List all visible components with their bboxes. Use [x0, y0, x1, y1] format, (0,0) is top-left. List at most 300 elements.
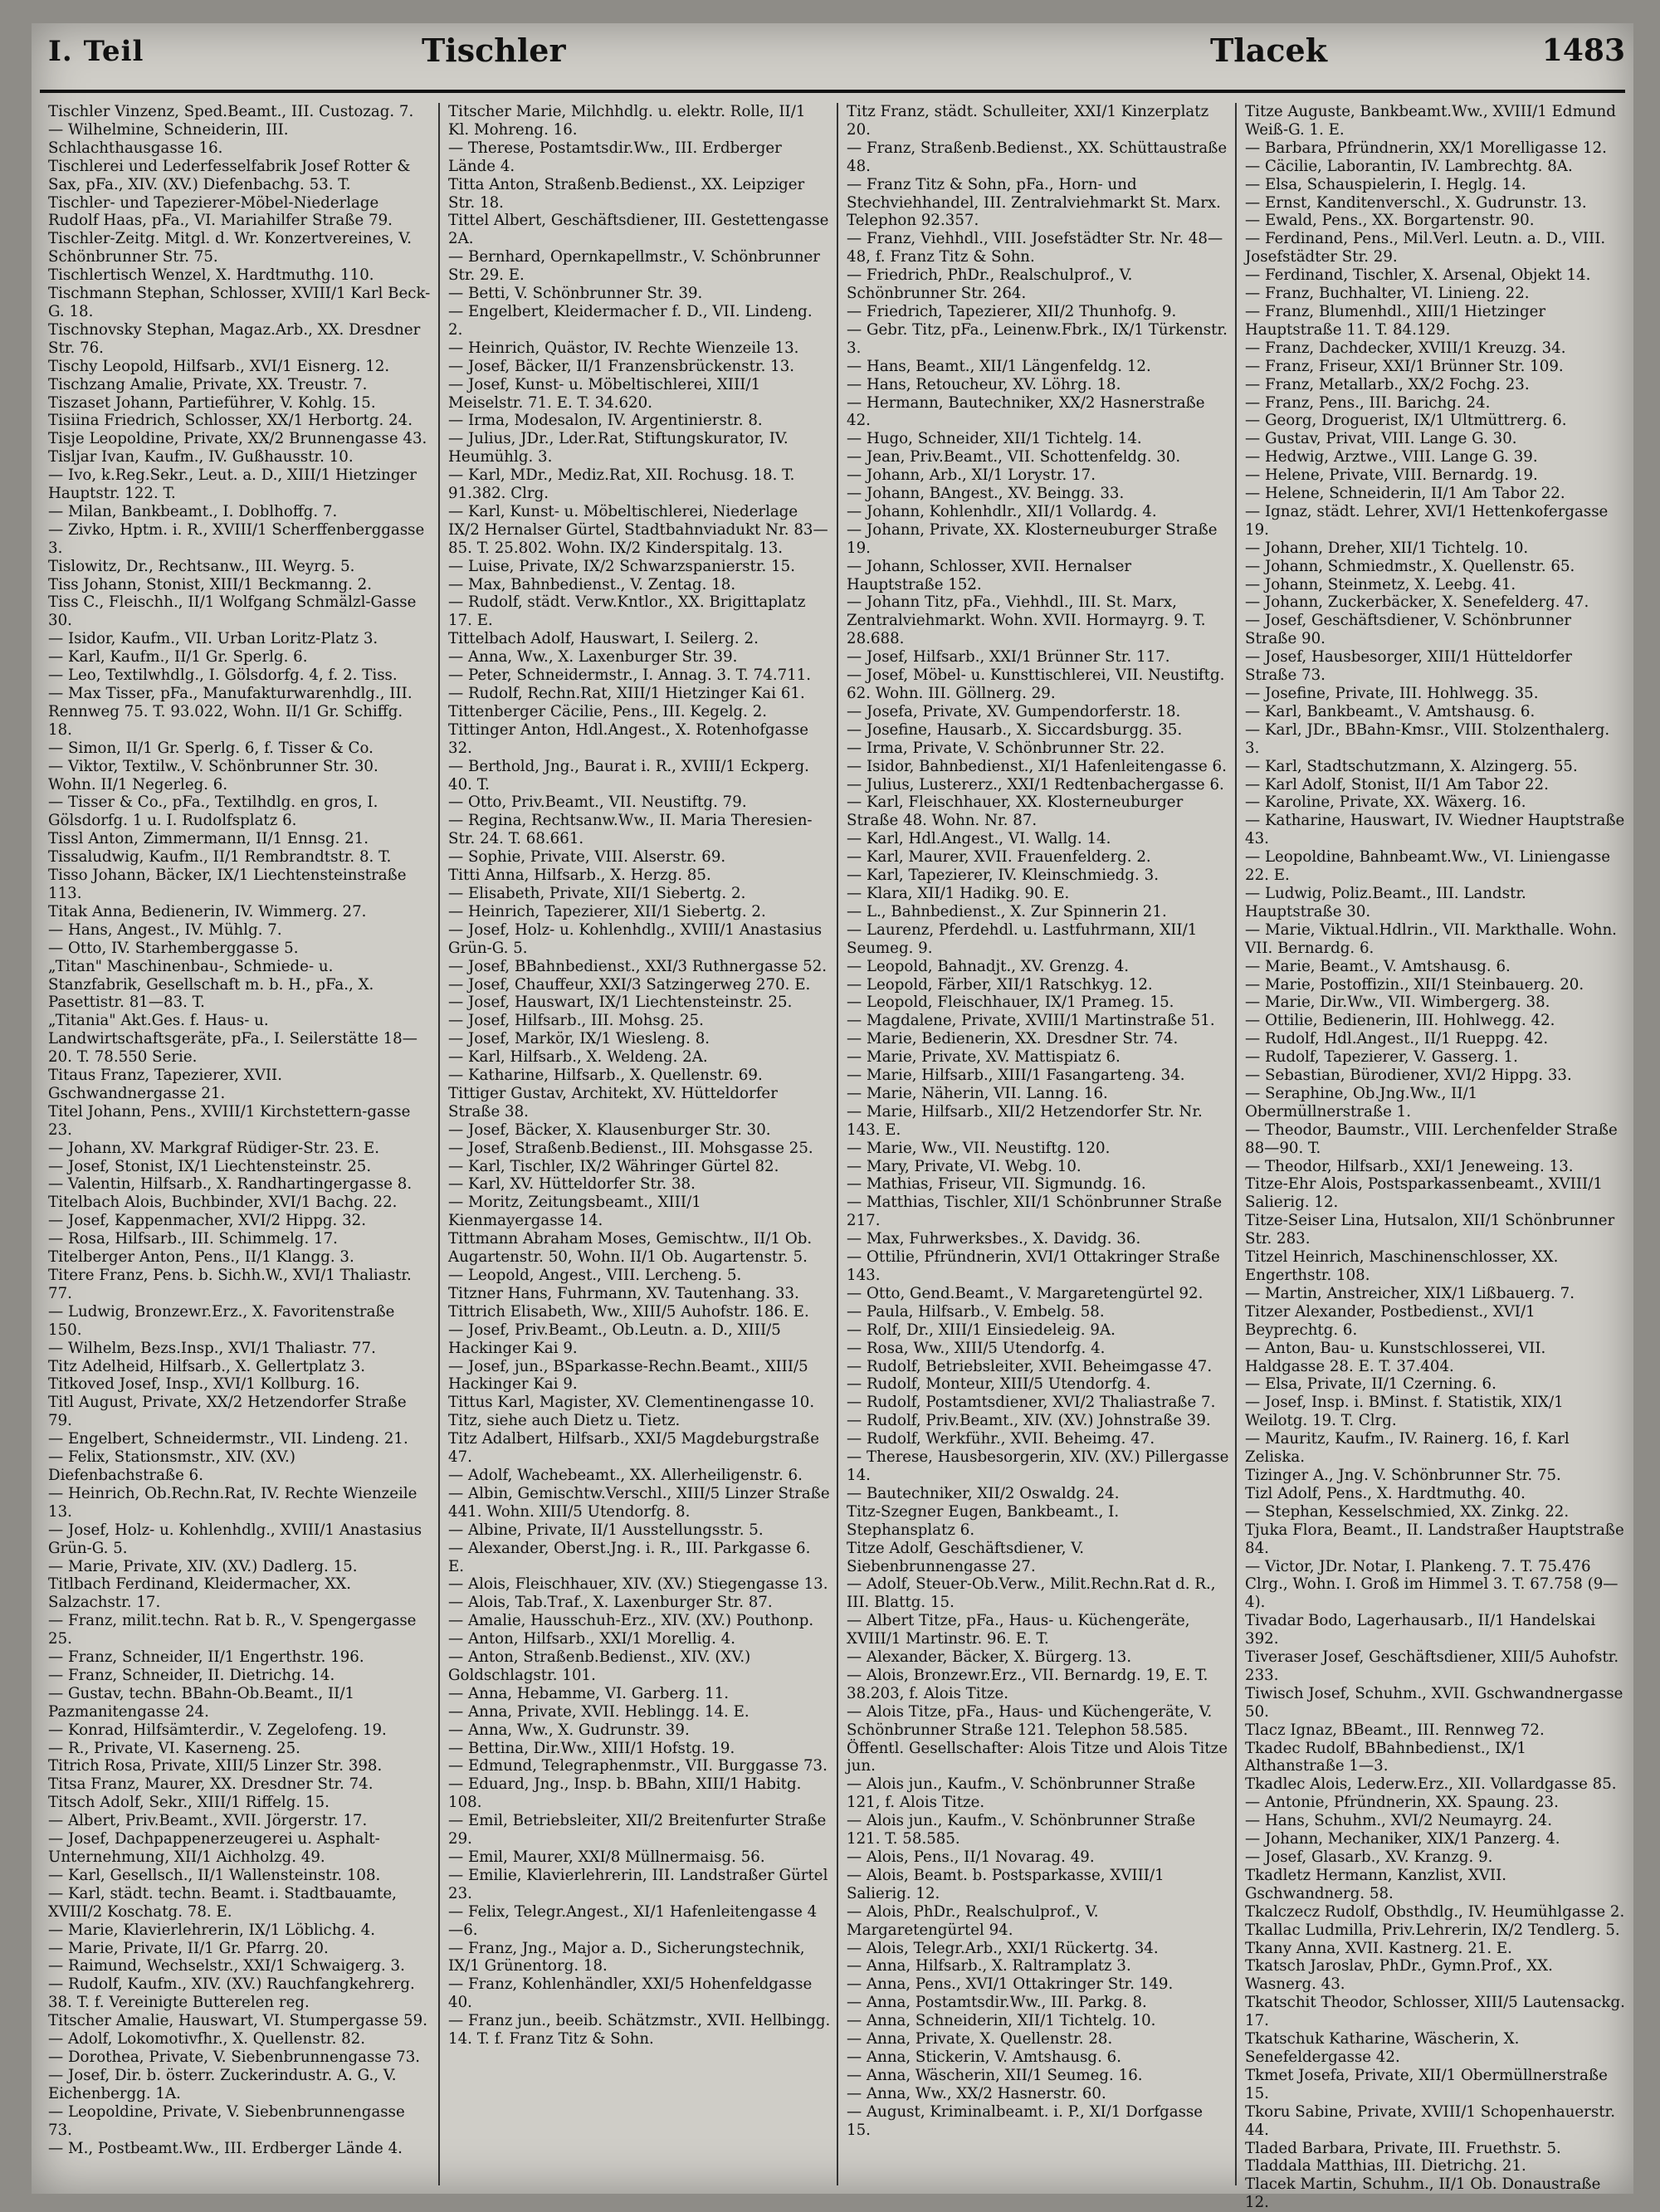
directory-entry: — Rudolf, Werkführ., XVII. Beheimg. 47. — [847, 1430, 1155, 1448]
directory-entry: — Ferdinand, Tischler, X. Arsenal, Objekt 14. — [1245, 266, 1591, 285]
directory-entry: — Amalie, Hausschuh-Erz., XIV. (XV.) Pouthonp. — [448, 1612, 814, 1630]
directory-entry: — Alois, Fleischhauer, XIV. (XV.) Stiegengasse 13. — [448, 1575, 828, 1594]
directory-entry: — Hugo, Schneider, XII/1 Tichtelg. 14. — [847, 430, 1142, 448]
directory-entry: Tkoru Sabine, Private, XVIII/1 Schopenhauerstr. 44. — [1245, 2102, 1615, 2139]
directory-entry: — Johann, Mechaniker, XIX/1 Panzerg. 4. — [1245, 1830, 1560, 1848]
directory-entry: — Isidor, Kaufm., VII. Urban Loritz-Platz 3. — [48, 630, 378, 648]
directory-entry: Titlbach Ferdinand, Kleidermacher, XX. Salzachstr. 17. — [48, 1575, 352, 1612]
directory-entry: — Victor, JDr. Notar, I. Plankeng. 7. T. 75.476 Clrg., Wohn. I. Groß im Himmel 3. T. 67.758 (9—4). — [1245, 1557, 1618, 1612]
directory-entry: Titta Anton, Straßenb.Bedienst., XX. Leipziger Str. 18. — [448, 175, 805, 212]
directory-entry: Titere Franz, Pens. b. Sichh.W., XVI/1 Thaliastr. 77. — [48, 1267, 412, 1302]
directory-entry: — Regina, Rechtsanw.Ww., II. Maria Theresien-Str. 24. T. 68.661. — [448, 812, 813, 848]
directory-entry: Tkatschit Theodor, Schlosser, XIII/5 Lautensackg. 17. — [1245, 1994, 1625, 2030]
directory-entry: — Therese, Hausbesorgerin, XIV. (XV.) Pillergasse 14. — [847, 1448, 1229, 1484]
directory-entry: — Antonie, Pfründnerin, XX. Spaung. 23. — [1245, 1794, 1559, 1812]
header-rule — [40, 90, 1625, 93]
directory-entry: — Katharine, Hilfsarb., X. Quellenstr. 69. — [448, 1067, 763, 1085]
directory-entry: — Milan, Bankbeamt., I. Doblhoffg. 7. — [48, 502, 338, 520]
directory-entry: Tittel Albert, Geschäftsdiener, III. Gestettengasse 2A. — [448, 212, 829, 248]
directory-entry: — Johann, Arb., XI/1 Lorystr. 17. — [847, 466, 1096, 485]
directory-entry: — Anna, Wäscherin, XII/1 Seumeg. 16. — [847, 2066, 1143, 2084]
directory-entry: — Johann, Dreher, XII/1 Tichtelg. 10. — [1245, 539, 1529, 557]
directory-entry: — Karoline, Private, XX. Wäxerg. 16. — [1245, 793, 1526, 812]
directory-entry: Tladed Barbara, Private, III. Fruethstr. 5. — [1245, 2139, 1561, 2157]
directory-entry: — Marie, Private, II/1 Gr. Pfarrg. 20. — [48, 1939, 329, 1957]
directory-entry: Titzel Heinrich, Maschinenschlosser, XX. Engerthstr. 108. — [1245, 1248, 1559, 1284]
directory-entry: — Luise, Private, IX/2 Schwarzspanierstr. 15. — [448, 557, 796, 575]
directory-entry: — Max, Bahnbedienst., V. Zentag. 18. — [448, 575, 736, 593]
directory-entry: — Hans, Schuhm., XVI/2 Neumayrg. 24. — [1245, 1812, 1552, 1830]
directory-entry: — Mauritz, Kaufm., IV. Rainerg. 16, f. Karl Zeliska. — [1245, 1430, 1570, 1467]
directory-entry: — Ferdinand, Pens., Mil.Verl. Leutn. a. D., VIII. Josefstädter Str. 29. — [1245, 230, 1606, 266]
column-4 — [1235, 103, 1631, 2212]
directory-entry: — Julius, Lustererz., XXI/1 Redtenbachergasse 6. — [847, 775, 1224, 793]
directory-entry: — Josef, Holz- u. Kohlenhdlg., XVIII/1 Anastasius Grün-G. 5. — [48, 1521, 422, 1557]
directory-entry: Titz Franz, städt. Schulleiter, XXI/1 Kinzerplatz 20. — [847, 103, 1209, 139]
directory-entry: — Mathias, Friseur, VII. Sigmundg. 16. — [847, 1175, 1146, 1194]
directory-entry: — Otto, IV. Starhemberggasse 5. — [48, 939, 299, 957]
directory-entry: — Otto, Priv.Beamt., VII. Neustiftg. 79. — [448, 793, 747, 812]
right-running-head: Tlacek — [1210, 32, 1327, 69]
directory-entry: — Alois, Tab.Traf., X. Laxenburger Str. 87. — [448, 1594, 773, 1612]
directory-entry: — Adolf, Lokomotivfhr., X. Quellenstr. 82. — [48, 2030, 366, 2048]
directory-entry: — Johann, Private, XX. Klosterneuburger Straße 19. — [847, 520, 1218, 557]
directory-entry: Titze-Seiser Lina, Hutsalon, XII/1 Schönbrunner Str. 283. — [1245, 1212, 1615, 1248]
directory-entry: — Isidor, Bahnbedienst., XI/1 Hafenleitengasse 6. — [847, 757, 1227, 775]
directory-entry: Tkatsch Jaroslav, PhDr., Gymn.Prof., XX. Wasnerg. 43. — [1245, 1957, 1553, 1994]
directory-entry: — Josef, Bäcker, X. Klausenburger Str. 30. — [448, 1121, 771, 1139]
directory-entry: — Josefine, Hausarb., X. Siccardsburgg. 35. — [847, 720, 1183, 739]
directory-entry: Tkadlec Alois, Lederw.Erz., XII. Vollardgasse 85. — [1245, 1775, 1617, 1794]
directory-entry: — Josef, Markör, IX/1 Wiesleng. 8. — [448, 1030, 710, 1048]
directory-entry: — Felix, Telegr.Angest., XI/1 Hafenleitengasse 4—6. — [448, 1902, 818, 1939]
directory-entry: — Marie, Klavierlehrerin, IX/1 Löblichg. 4. — [48, 1921, 375, 1939]
directory-entry: Tkany Anna, XVII. Kastnerg. 21. E. — [1245, 1939, 1512, 1957]
directory-entry: — Marie, Näherin, VII. Lanng. 16. — [847, 1084, 1108, 1102]
directory-entry: — Johann, Schmiedmstr., X. Quellenstr. 65. — [1245, 557, 1575, 575]
directory-entry: — Marie, Private, XIV. (XV.) Dadlerg. 15. — [48, 1557, 358, 1575]
directory-entry: — Ignaz, städt. Lehrer, XVI/1 Hettenkofergasse 19. — [1245, 502, 1609, 539]
directory-entry: — Rudolf, Priv.Beamt., XIV. (XV.) Johnstraße 39. — [847, 1412, 1211, 1430]
directory-entry: — Karl, Fleischhauer, XX. Klosterneuburger Straße 48. Wohn. Nr. 87. — [847, 793, 1184, 830]
directory-entry: Tiwisch Josef, Schuhm., XVII. Gschwandnergasse 50. — [1245, 1684, 1623, 1721]
directory-entry: Tjuka Flora, Beamt., II. Landstraßer Hauptstraße 84. — [1245, 1521, 1624, 1557]
directory-entry: — Karl, MDr., Mediz.Rat, XII. Rochusg. 18. T. 91.382. Clrg. — [448, 466, 795, 503]
directory-entry: — Anna, Schneiderin, XII/1 Tichtelg. 10. — [847, 2012, 1156, 2030]
directory-entry: — Johann, Zuckerbäcker, X. Senefelderg. 47. — [1245, 593, 1589, 612]
directory-entry: — R., Private, VI. Kaserneng. 25. — [48, 1739, 300, 1757]
directory-entry: — Albert Titze, pFa., Haus- u. Küchengeräte, XVIII/1 Martinstr. 96. E. T. — [847, 1612, 1190, 1648]
directory-entry: Tkadletz Hermann, Kanzlist, XVII. Gschwandnerg. 58. — [1245, 1866, 1507, 1902]
directory-entry: — Alois, Bronzewr.Erz., VII. Bernardg. 19, E. T. 38.203, f. Alois Titze. — [847, 1666, 1208, 1702]
directory-entry: — Adolf, Wachebeamt., XX. Allerheiligenstr. 6. — [448, 1466, 803, 1484]
directory-entry: — Marie, Dir.Ww., VII. Wimbergerg. 38. — [1245, 994, 1550, 1012]
directory-entry: Titkoved Josef, Insp., XVI/1 Kollburg. 16. — [48, 1375, 360, 1394]
directory-entry: Tizl Adolf, Pens., X. Hardtmuthg. 40. — [1245, 1484, 1526, 1502]
directory-entry: — Leopoldine, Private, V. Siebenbrunnengasse 73. — [48, 2102, 405, 2139]
directory-entry: Tiszaset Johann, Partieführer, V. Kohlg. 15. — [48, 393, 376, 412]
directory-entry: Tischler- und Tapezierer-Möbel-Niederlage Rudolf Haas, pFa., VI. Mariahilfer Straße 79. — [48, 193, 393, 230]
directory-entry: Titscher Marie, Milchhdlg. u. elektr. Rolle, II/1 Kl. Mohreng. 16. — [448, 103, 806, 139]
directory-entry: Tlacz Ignaz, BBeamt., III. Rennweg 72. — [1245, 1721, 1545, 1739]
directory-entry: — Leopoldine, Bahnbeamt.Ww., VI. Liniengasse 22. E. — [1245, 848, 1611, 885]
directory-entry: — Peter, Schneidermstr., I. Annag. 3. T. 74.711. — [448, 667, 812, 685]
directory-entry: — Alois, Telegr.Arb., XXI/1 Rückertg. 34. — [847, 1939, 1159, 1957]
directory-entry: — Mary, Private, VI. Webg. 10. — [847, 1157, 1081, 1175]
directory-entry: — Alexander, Oberst.Jng. i. R., III. Parkgasse 6. E. — [448, 1539, 811, 1575]
directory-entry: — Irma, Private, V. Schönbrunner Str. 22. — [847, 739, 1165, 757]
directory-entry: Tittrich Elisabeth, Ww., XIII/5 Auhofstr. 186. E. — [448, 1302, 809, 1321]
directory-entry: Tischnovsky Stephan, Magaz.Arb., XX. Dresdner Str. 76. — [48, 320, 421, 357]
directory-entry: — Elsa, Schauspielerin, I. Heglg. 14. — [1245, 175, 1526, 193]
directory-entry: — Rudolf, Tapezierer, V. Gasserg. 1. — [1245, 1048, 1518, 1067]
directory-entry: Tkmet Josefa, Private, XII/1 Obermüllnerstraße 15. — [1245, 2066, 1608, 2102]
directory-entry: — Johann, BAngest., XV. Beingg. 33. — [847, 485, 1125, 503]
directory-entry: — Hans, Beamt., XII/1 Längenfeldg. 12. — [847, 357, 1151, 375]
directory-entry: — Matthias, Tischler, XII/1 Schönbrunner Straße 217. — [847, 1194, 1223, 1230]
directory-entry: — Anton, Bau- u. Kunstschlosserei, VII. Haldgasse 28. E. T. 37.404. — [1245, 1339, 1546, 1375]
directory-entry: — Georg, Droguerist, IX/1 Ultmüttrerg. 6. — [1245, 412, 1567, 430]
directory-entry: — Engelbert, Kleidermacher f. D., VII. Lindeng. 2. — [448, 302, 813, 339]
directory-entry: Tischler-Zeitg. Mitgl. d. Wr. Konzertvereines, V. Schönbrunner Str. 75. — [48, 230, 412, 266]
directory-entry: — Hermann, Bautechniker, XX/2 Hasnerstraße 42. — [847, 393, 1205, 430]
directory-entry: — Elsa, Private, II/1 Czerning. 6. — [1245, 1375, 1496, 1394]
directory-entry: — Karl, Bankbeamt., V. Amtshausg. 6. — [1245, 702, 1536, 720]
directory-entry: — Eduard, Jng., Insp. b. BBahn, XIII/1 Habitg. 108. — [448, 1775, 802, 1812]
directory-entry: — Anton, Hilfsarb., XXI/1 Morellig. 4. — [448, 1630, 736, 1648]
directory-entry: Tizinger A., Jng. V. Schönbrunner Str. 75. — [1245, 1466, 1561, 1484]
directory-entry: — Franz, Straßenb.Bedienst., XX. Schüttaustraße 48. — [847, 139, 1228, 175]
directory-entry: — Rudolf, Betriebsleiter, XVII. Beheimgasse 47. — [847, 1357, 1213, 1375]
directory-entry: — Seraphine, Ob.Jng.Ww., II/1 Obermüllnerstraße 1. — [1245, 1084, 1478, 1121]
directory-entry: — Marie, Beamt., V. Amtshausg. 6. — [1245, 957, 1511, 975]
directory-entry: — Julius, JDr., Lder.Rat, Stiftungskurator, IV. Heumühlg. 3. — [448, 430, 788, 466]
directory-entry: Tiveraser Josef, Geschäftsdiener, XIII/5 Auhofstr. 233. — [1245, 1648, 1619, 1684]
directory-entry: — Josefine, Private, III. Hohlwegg. 35. — [1245, 685, 1539, 702]
directory-entry: — Franz, Schneider, II/1 Engerthstr. 196. — [48, 1648, 364, 1667]
directory-entry: Titak Anna, Bedienerin, IV. Wimmerg. 27. — [48, 902, 367, 920]
directory-entry: Titaus Franz, Tapezierer, XVII. Gschwandnergasse 21. — [48, 1067, 283, 1102]
directory-entry: — Hans, Angest., IV. Mühlg. 7. — [48, 920, 282, 939]
directory-entry: — Helene, Private, VIII. Bernardg. 19. — [1245, 466, 1538, 485]
directory-entry: — Rudolf, Hdl.Angest., II/1 Rueppg. 42. — [1245, 1030, 1549, 1048]
directory-entry: — Rudolf, Rechn.Rat, XIII/1 Hietzinger Kai 61. — [448, 685, 805, 702]
directory-entry: — Karl, XV. Hütteldorfer Str. 38. — [448, 1175, 696, 1194]
directory-entry: — Max Tisser, pFa., Manufakturwarenhdlg., III. Rennweg 75. T. 93.022, Wohn. II/1 Gr. Schiffg. 18. — [48, 685, 413, 739]
directory-entry: — Klara, XII/1 Hadikg. 90. E. — [847, 884, 1070, 902]
directory-entry: — Simon, II/1 Gr. Sperlg. 6, f. Tisser & Co. — [48, 739, 374, 757]
directory-entry: — Alois jun., Kaufm., V. Schönbrunner Straße 121, f. Alois Titze. — [847, 1775, 1196, 1812]
directory-entry: — Anna, Hilfsarb., X. Raltramplatz 3. — [847, 1957, 1131, 1975]
page-number: 1483 — [1541, 33, 1625, 68]
directory-entry: — Johann, Schlosser, XVII. Hernalser Hauptstraße 152. — [847, 557, 1132, 593]
directory-entry: Titel Johann, Pens., XVIII/1 Kirchstettern-gasse 23. — [48, 1102, 411, 1139]
directory-entry: — Tisser & Co., pFa., Textilhdlg. en gros, I. Gölsdorfg. 1 u. I. Rudolfsplatz 6. — [48, 793, 378, 830]
directory-entry: Tisso Johann, Bäcker, IX/1 Liechtensteinstraße 113. — [48, 867, 407, 902]
directory-entry: — Zivko, Hptm. i. R., XVIII/1 Scherffenberggasse 3. — [48, 520, 425, 557]
directory-entry: — Anna, Ww., X. Laxenburger Str. 39. — [448, 648, 738, 667]
directory-entry: Titzner Hans, Fuhrmann, XV. Tautenhang. 33. — [448, 1284, 799, 1302]
directory-entry: — Karl, Maurer, XVII. Frauenfelderg. 2. — [847, 848, 1151, 867]
directory-entry: — Josef, Möbel- u. Kunsttischlerei, VII. Neustiftg. 62. Wohn. III. Göllnerg. 29. — [847, 667, 1225, 702]
directory-entry: — Karl, Tapezierer, IV. Kleinschmiedg. 3. — [847, 867, 1159, 885]
directory-entry: — Anna, Private, X. Quellenstr. 28. — [847, 2030, 1113, 2048]
directory-entry: — Barbara, Pfründnerin, XX/1 Morelligasse 12. — [1245, 139, 1607, 157]
directory-entry: Tkadec Rudolf, BBahnbedienst., IX/1 Althanstraße 1—3. — [1245, 1739, 1526, 1775]
directory-entry: — Felix, Stationsmstr., XIV. (XV.) Diefenbachstraße 6. — [48, 1448, 295, 1484]
directory-entry: — Gustav, Privat, VIII. Lange G. 30. — [1245, 430, 1517, 448]
directory-entry: — Josef, Hauswart, IX/1 Liechtensteinstr. 25. — [448, 994, 793, 1012]
directory-entry: Titze-Ehr Alois, Postsparkassenbeamt., XVIII/1 Salierig. 12. — [1245, 1175, 1603, 1212]
directory-entry: — Franz jun., beeib. Schätzmstr., XVII. Hellbingg. 14. T. f. Franz Titz & Sohn. — [448, 2012, 831, 2048]
directory-entry: — Emil, Maurer, XXI/8 Müllnermaisg. 56. — [448, 1848, 765, 1866]
directory-entry: — Ivo, k.Reg.Sekr., Leut. a. D., XIII/1 Hietzinger Hauptstr. 122. T. — [48, 466, 417, 503]
directory-entry: — Josef, Hilfsarb., III. Mohsg. 25. — [448, 1012, 704, 1030]
directory-entry: — Emil, Betriebsleiter, XII/2 Breitenfurter Straße 29. — [448, 1812, 827, 1848]
directory-entry: — Josef, Glasarb., XV. Kranzg. 9. — [1245, 1848, 1493, 1866]
directory-entry: — Josef, Stonist, IX/1 Liechtensteinstr. 25. — [48, 1157, 372, 1175]
directory-entry: — Hedwig, Arztwe., VIII. Lange G. 39. — [1245, 448, 1538, 466]
directory-entry: Titelberger Anton, Pens., II/1 Klangg. 3. — [48, 1248, 354, 1267]
directory-entry: — Franz, Buchhalter, VI. Linieng. 22. — [1245, 285, 1530, 303]
directory-entry: Titl August, Private, XX/2 Hetzendorfer Straße 79. — [48, 1394, 407, 1430]
directory-entry: Tkatschuk Katharine, Wäscherin, X. Senefeldergasse 42. — [1245, 2030, 1520, 2066]
directory-entry: — Friedrich, PhDr., Realschulprof., V. Schönbrunner Str. 264. — [847, 266, 1133, 303]
directory-entry: — Dorothea, Private, V. Siebenbrunnengasse 73. — [48, 2048, 421, 2066]
directory-entry: Tischler Vinzenz, Sped.Beamt., III. Custozag. 7. — [48, 103, 414, 120]
directory-entry: — Moritz, Zeitungsbeamt., XIII/1 Kienmayergasse 14. — [448, 1194, 701, 1230]
directory-entry: Titze Adolf, Geschäftsdiener, V. Siebenbrunnengasse 27. — [847, 1539, 1085, 1575]
directory-entry: — Franz, Schneider, II. Dietrichg. 14. — [48, 1666, 335, 1684]
directory-entry: Titsa Franz, Maurer, XX. Dresdner Str. 74. — [48, 1775, 374, 1794]
directory-entry: — Alois, Pens., II/1 Novarag. 49. — [847, 1848, 1095, 1866]
directory-entry: — Marie, Ww., VII. Neustiftg. 120. — [847, 1139, 1111, 1157]
directory-entry: — Emilie, Klavierlehrerin, III. Landstraßer Gürtel 23. — [448, 1866, 828, 1902]
directory-entry: — Rolf, Dr., XIII/1 Einsiedeleig. 9A. — [847, 1321, 1116, 1339]
directory-entry: — Theodor, Baumstr., VIII. Lerchenfelder Straße 88—90. T. — [1245, 1121, 1618, 1157]
directory-entry: — Franz, Dachdecker, XVIII/1 Kreuzg. 34. — [1245, 339, 1566, 357]
directory-entry: Tladdala Matthias, III. Dietrichg. 21. — [1245, 2157, 1526, 2175]
directory-page — [32, 23, 1633, 2212]
directory-entry: Titti Anna, Hilfsarb., X. Herzg. 85. — [448, 867, 711, 885]
directory-entry: — Konrad, Hilfsämterdir., V. Zegelofeng. 19. — [48, 1721, 387, 1739]
directory-entry: — Sophie, Private, VIII. Alserstr. 69. — [448, 848, 726, 867]
directory-entry: — Engelbert, Schneidermstr., VII. Lindeng. 21. — [48, 1430, 408, 1448]
directory-entry: — Bettina, Dir.Ww., XIII/1 Hofstg. 19. — [448, 1739, 735, 1757]
directory-entry: — Johann Titz, pFa., Viehhdl., III. St. Marx, Zentralviehmarkt. Wohn. XVII. Hormayrg. 9. T. 28.688. — [847, 593, 1206, 648]
directory-entry: — Karl, Tischler, IX/2 Währinger Gürtel 82. — [448, 1157, 779, 1175]
entry-columns — [40, 103, 1625, 2212]
directory-entry: Tisljar Ivan, Kaufm., IV. Gußhausstr. 10. — [48, 448, 354, 466]
directory-entry: Tkallac Ludmilla, Priv.Lehrerin, IX/2 Tendlerg. 5. — [1245, 1921, 1620, 1939]
directory-entry: — Viktor, Textilw., V. Schönbrunner Str. 30. Wohn. II/1 Negerleg. 6. — [48, 757, 378, 793]
directory-entry: — Karl, Gesellsch., II/1 Wallensteinstr. 108. — [48, 1866, 381, 1884]
directory-entry: Tittmann Abraham Moses, Gemischtw., II/1 Ob. Augartenstr. 50, Wohn. II/1 Ob. Augartenstr. 5. — [448, 1230, 813, 1267]
directory-entry: — Anna, Postamtsdir.Ww., III. Parkg. 8. — [847, 1994, 1147, 2012]
directory-entry: — Bernhard, Opernkapellmstr., V. Schönbrunner Str. 29. E. — [448, 248, 820, 285]
directory-entry: — Marie, Postoffizin., XII/1 Steinbauerg. 20. — [1245, 975, 1584, 994]
directory-entry: — Josef, Dachpappenerzeugerei u. Asphalt-Unternehmung, XII/1 Aichholzg. 49. — [48, 1830, 380, 1866]
directory-entry: — Cäcilie, Laborantin, IV. Lambrechtg. 8A. — [1245, 157, 1573, 175]
directory-entry: Tiss C., Fleischh., II/1 Wolfgang Schmälzl-Gasse 30. — [48, 593, 417, 630]
directory-entry: — Karl, Stadtschutzmann, X. Alzingerg. 55. — [1245, 757, 1578, 775]
directory-entry: Tiss Johann, Stonist, XIII/1 Beckmanng. 2. — [48, 575, 373, 593]
directory-entry: — Therese, Postamtsdir.Ww., III. Erdberger Lände 4. — [448, 139, 782, 175]
directory-entry: — Albin, Gemischtw.Verschl., XIII/5 Linzer Straße 441. Wohn. XIII/5 Utendorfg. 8. — [448, 1484, 830, 1521]
directory-entry: — Anna, Ww., XX/2 Hasnerstr. 60. — [847, 2084, 1106, 2102]
directory-entry: — Alois, Beamt. b. Postsparkasse, XVIII/1 Salierig. 12. — [847, 1866, 1164, 1902]
directory-entry: — Johann, XV. Markgraf Rüdiger-Str. 23. E. — [48, 1139, 379, 1157]
directory-entry: — Martin, Anstreicher, XIX/1 Lißbauerg. 7. — [1245, 1284, 1575, 1302]
directory-entry: — Franz, milit.techn. Rat b. R., V. Spengergasse 25. — [48, 1612, 417, 1648]
directory-entry: — Karl, JDr., BBahn-Kmsr., VIII. Stolzenthalerg. 3. — [1245, 720, 1610, 757]
directory-entry: — Ottilie, Pfründnerin, XVI/1 Ottakringer Straße 143. — [847, 1248, 1220, 1284]
directory-entry: — Betti, V. Schönbrunner Str. 39. — [448, 285, 703, 303]
directory-entry: — Franz, Pens., III. Barichg. 24. — [1245, 393, 1491, 412]
directory-entry: — Wilhelmine, Schneiderin, III. Schlachthausgasse 16. — [48, 120, 289, 157]
directory-entry: — Josef, Kunst- u. Möbeltischlerei, XIII/1 Meiselstr. 71. E. T. 34.620. — [448, 375, 761, 412]
directory-entry: Titz, siehe auch Dietz u. Tietz. — [448, 1412, 681, 1430]
directory-entry: — Rudolf, Postamtsdiener, XVI/2 Thaliastraße 7. — [847, 1394, 1216, 1412]
directory-entry: — Anna, Pens., XVI/1 Ottakringer Str. 149. — [847, 1975, 1174, 1994]
directory-entry: — Hans, Retoucheur, XV. Löhrg. 18. — [847, 375, 1121, 393]
directory-entry: Titzer Alexander, Postbedienst., XVI/1 Beyprechtg. 6. — [1245, 1302, 1536, 1339]
directory-entry: Titelbach Alois, Buchbinder, XVI/1 Bachg. 22. — [48, 1194, 398, 1212]
directory-entry: — Marie, Hilfsarb., XII/2 Hetzendorfer Str. Nr. 143. E. — [847, 1102, 1203, 1139]
directory-entry: Tischy Leopold, Hilfsarb., XVI/1 Eisnerg. 12. — [48, 357, 390, 375]
directory-entry: — Rudolf, städt. Verw.Kntlor., XX. Brigittaplatz 17. E. — [448, 593, 806, 630]
directory-entry: — Ludwig, Bronzewr.Erz., X. Favoritenstraße 150. — [48, 1302, 395, 1339]
directory-entry: Tisje Leopoldine, Private, XX/2 Brunnengasse 43. — [48, 430, 427, 448]
directory-entry: — Leopold, Angest., VIII. Lercheng. 5. — [448, 1267, 742, 1284]
directory-entry: — Anton, Straßenb.Bedienst., XIV. (XV.) Goldschlagstr. 101. — [448, 1648, 751, 1684]
directory-entry: — Josef, jun., BSparkasse-Rechn.Beamt., XIII/5 Hackinger Kai 9. — [448, 1357, 808, 1394]
directory-entry: — Albert, Priv.Beamt., XVII. Jörgerstr. 17. — [48, 1812, 368, 1830]
directory-entry: — Wilhelm, Bezs.Insp., XVI/1 Thaliastr. 77. — [48, 1339, 376, 1357]
directory-entry: — Heinrich, Tapezierer, XII/1 Siebertg. 2. — [448, 902, 766, 920]
directory-entry: — Franz, Viehhdl., VIII. Josefstädter Str. Nr. 48—48, f. Franz Titz & Sohn. — [847, 230, 1223, 266]
directory-entry: „Titan" Maschinenbau-, Schmiede- u. Stanzfabrik, Gesellschaft m. b. H., pFa., X. Pasettistr. 81—83. T. — [48, 957, 374, 1012]
directory-entry: — Josef, Geschäftsdiener, V. Schönbrunner Straße 90. — [1245, 612, 1572, 648]
directory-entry: — Magdalene, Private, XVIII/1 Martinstraße 51. — [847, 1012, 1215, 1030]
directory-entry: — Karl, Hdl.Angest., VI. Wallg. 14. — [847, 830, 1111, 848]
directory-entry: — Karl, städt. techn. Beamt. i. Stadtbauamte, XVIII/2 Koschatg. 78. E. — [48, 1884, 397, 1921]
directory-entry: — Marie, Private, XV. Mattispiatz 6. — [847, 1048, 1120, 1067]
directory-entry: — Josef, BBahnbedienst., XXI/3 Ruthnergasse 52. — [448, 957, 828, 975]
directory-entry: — Berthold, Jng., Baurat i. R., XVIII/1 Eckperg. 40. T. — [448, 757, 809, 793]
directory-entry: — Johann, Kohlenhdlr., XII/1 Vollardg. 4. — [847, 502, 1157, 520]
directory-entry: — Anna, Stickerin, V. Amtshausg. 6. — [847, 2048, 1121, 2066]
directory-entry: — Leopold, Färber, XII/1 Ratschkyg. 12. — [847, 975, 1153, 994]
directory-entry: — Franz, Kohlenhändler, XXI/5 Hohenfeldgasse 40. — [448, 1975, 813, 2012]
directory-entry: Tlacek Martin, Schuhm., II/1 Ob. Donaustraße 12. — [1245, 2175, 1601, 2212]
directory-entry: — Franz, Blumenhdl., XIII/1 Hietzinger Hauptstraße 11. T. 84.129. — [1245, 302, 1546, 339]
directory-entry: Tivadar Bodo, Lagerhausarb., II/1 Handelskai 392. — [1245, 1612, 1596, 1648]
directory-entry: — Ludwig, Poliz.Beamt., III. Landstr. Hauptstraße 30. — [1245, 884, 1526, 920]
directory-entry: — Ottilie, Bedienerin, III. Hohlwegg. 42. — [1245, 1012, 1555, 1030]
directory-entry: — Leopold, Bahnadjt., XV. Grenzg. 4. — [847, 957, 1130, 975]
directory-entry: Tislowitz, Dr., Rechtsanw., III. Weyrg. 5. — [48, 557, 355, 575]
directory-entry: Tischzang Amalie, Private, XX. Treustr. 7. — [48, 375, 368, 393]
directory-entry: — Josef, Straßenb.Bedienst., III. Mohsgasse 25. — [448, 1139, 813, 1157]
directory-entry: — Marie, Viktual.Hdlrin., VII. Markthalle. Wohn. VII. Bernardg. 6. — [1245, 920, 1617, 957]
directory-entry: — Heinrich, Ob.Rechn.Rat, IV. Rechte Wienzeile 13. — [48, 1484, 417, 1521]
directory-entry: — Stephan, Kesselschmied, XX. Zinkg. 22. — [1245, 1502, 1570, 1521]
directory-entry: — Anna, Private, XVII. Heblingg. 14. E. — [448, 1702, 749, 1721]
directory-entry: Tischlerei und Lederfesselfabrik Josef Rotter & Sax, pFa., XIV. (XV.) Diefenbachg. 53. T. — [48, 157, 411, 193]
directory-entry: — Alexander, Bäcker, X. Bürgerg. 13. — [847, 1648, 1132, 1667]
part-label: I. Teil — [48, 35, 144, 68]
directory-entry: Titscher Amalie, Hauswart, VI. Stumpergasse 59. — [48, 2012, 427, 2030]
directory-entry: — Laurenz, Pferdehdl. u. Lastfuhrmann, XII/1 Seumeg. 9. — [847, 920, 1198, 957]
column-3 — [837, 103, 1233, 2185]
directory-entry: — Alois jun., Kaufm., V. Schönbrunner Straße 121. T. 58.585. — [847, 1812, 1196, 1848]
directory-entry: — Helene, Schneiderin, II/1 Am Tabor 22. — [1245, 485, 1565, 503]
directory-entry: — Josef, Kappenmacher, XVI/2 Hippg. 32. — [48, 1212, 366, 1230]
directory-entry: — Anna, Hebamme, VI. Garberg. 11. — [448, 1684, 730, 1702]
directory-entry: — L., Bahnbedienst., X. Zur Spinnerin 21. — [847, 902, 1167, 920]
column-2 — [438, 103, 834, 2185]
directory-entry: — Irma, Modesalon, IV. Argentinierstr. 8. — [448, 412, 763, 430]
directory-entry: — Leo, Textilwhdlg., I. Gölsdorfg. 4, f. 2. Tiss. — [48, 667, 398, 685]
directory-entry: — Marie, Hilfsarb., XIII/1 Fasangarteng. 34. — [847, 1067, 1185, 1085]
directory-entry: — Gebr. Titz, pFa., Leinenw.Fbrk., IX/1 Türkenstr. 3. — [847, 320, 1228, 357]
left-running-head: Tischler — [422, 32, 566, 69]
page-header — [32, 23, 1633, 81]
directory-entry: — Edmund, Telegraphenmstr., VII. Burggasse 73. — [448, 1757, 828, 1775]
directory-entry: Tittelbach Adolf, Hauswart, I. Seilerg. 2. — [448, 630, 759, 648]
directory-entry: — Josefa, Private, XV. Gumpendorferstr. 18. — [847, 702, 1181, 720]
directory-entry: — Franz Titz & Sohn, pFa., Horn- und Stechviehhandel, III. Zentralviehmarkt St. Marx. Telephon 92.357. — [847, 175, 1221, 230]
column-1 — [40, 103, 434, 2185]
directory-entry: — Marie, Bedienerin, XX. Dresdner Str. 74. — [847, 1030, 1179, 1048]
directory-entry: — Franz, Metallarb., XX/2 Fochg. 23. — [1245, 375, 1530, 393]
directory-entry: — Karl, Kunst- u. Möbeltischlerei, Niederlage IX/2 Hernalser Gürtel, Stadtbahnviadukt Nr. 83—85. T. 25.802. Wohn. IX/2 Kinderspitalg. 13. — [448, 502, 828, 557]
directory-entry: — Theodor, Hilfsarb., XXI/1 Jeneweing. 13. — [1245, 1157, 1574, 1175]
directory-entry: Titz-Szegner Eugen, Bankbeamt., I. Stephansplatz 6. — [847, 1502, 1120, 1539]
directory-entry: — Katharine, Hauswart, IV. Wiedner Hauptstraße 43. — [1245, 812, 1625, 848]
directory-entry: Titz Adelheid, Hilfsarb., X. Gellertplatz 3. — [48, 1357, 366, 1375]
directory-entry: — Gustav, techn. BBahn-Ob.Beamt., II/1 Pazmanitengasse 24. — [48, 1684, 355, 1721]
directory-entry: — Elisabeth, Private, XII/1 Siebertg. 2. — [448, 884, 746, 902]
directory-entry: — Karl Adolf, Stonist, II/1 Am Tabor 22. — [1245, 775, 1549, 793]
directory-entry: Tischlertisch Wenzel, X. Hardtmuthg. 110. — [48, 266, 374, 285]
directory-entry: „Titania" Akt.Ges. f. Haus- u. Landwirtschaftsgeräte, pFa., I. Seilerstätte 18—20. T. 78.550 Serie. — [48, 1012, 417, 1067]
directory-entry: — Alois Titze, pFa., Haus- und Küchengeräte, V. Schönbrunner Straße 121. Telephon 58.585. Öffentl. Gesellschafter: Alois Titze und Alois Titze jun. — [847, 1702, 1228, 1775]
directory-entry: — Rudolf, Kaufm., XIV. (XV.) Rauchfangkehrerg. 38. T. f. Vereinigte Butterelen reg. — [48, 1975, 415, 2012]
directory-entry: Titrich Rosa, Private, XIII/5 Linzer Str. 398. — [48, 1757, 383, 1775]
directory-entry: Tittenberger Cäcilie, Pens., III. Kegelg. 2. — [448, 702, 768, 720]
directory-entry: — M., Postbeamt.Ww., III. Erdberger Lände 4. — [48, 2139, 403, 2157]
directory-entry: Tittus Karl, Magister, XV. Clementinengasse 10. — [448, 1394, 815, 1412]
directory-entry: — Josef, Hilfsarb., XXI/1 Brünner Str. 117. — [847, 648, 1170, 667]
directory-entry: — Josef, Priv.Beamt., Ob.Leutn. a. D., XIII/5 Hackinger Kai 9. — [448, 1321, 781, 1357]
directory-entry: — Heinrich, Quästor, IV. Rechte Wienzeile 13. — [448, 339, 799, 357]
directory-entry: — Raimund, Wechselstr., XXI/1 Schwaigerg. 3. — [48, 1957, 405, 1975]
directory-entry: Titz Adalbert, Hilfsarb., XXI/5 Magdeburgstraße 47. — [448, 1430, 819, 1467]
directory-entry: — Alois, PhDr., Realschulprof., V. Margaretengürtel 94. — [847, 1902, 1099, 1939]
directory-entry: Tissaludwig, Kaufm., II/1 Rembrandtstr. 8. T. — [48, 848, 392, 867]
directory-entry: — Franz, Jng., Major a. D., Sicherungstechnik, IX/1 Grünentorg. 18. — [448, 1939, 805, 1975]
directory-entry: — Josef, Chauffeur, XXI/3 Satzingerweg 270. E. — [448, 975, 811, 994]
directory-entry: — Max, Fuhrwerksbes., X. Davidg. 36. — [847, 1230, 1141, 1248]
directory-entry: — Valentin, Hilfsarb., X. Randhartingergasse 8. — [48, 1175, 413, 1194]
directory-entry: — Jean, Priv.Beamt., VII. Schottenfeldg. 30. — [847, 448, 1181, 466]
directory-entry: — Paula, Hilfsarb., V. Embelg. 58. — [847, 1302, 1105, 1321]
directory-entry: — Sebastian, Bürodiener, XVI/2 Hippg. 33. — [1245, 1067, 1572, 1085]
directory-entry: — August, Kriminalbeamt. i. P., XI/1 Dorfgasse 15. — [847, 2102, 1204, 2139]
directory-entry: — Rosa, Ww., XIII/5 Utendorfg. 4. — [847, 1339, 1106, 1357]
